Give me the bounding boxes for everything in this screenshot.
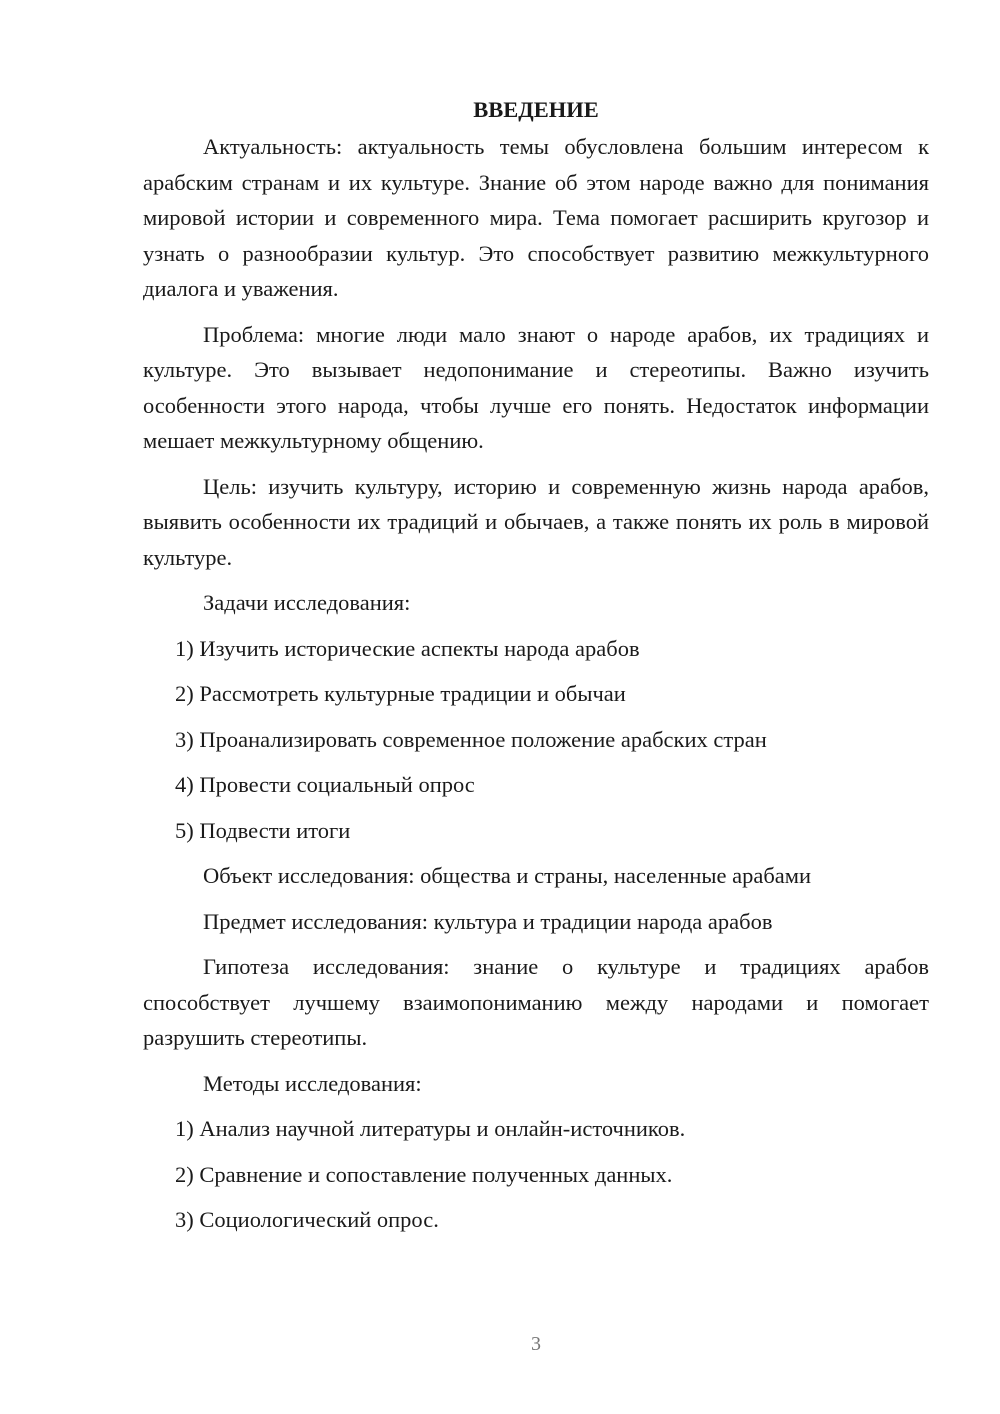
- task-item: 3) Проанализировать современное положение арабских стран: [175, 726, 767, 752]
- tasks-heading: Задачи исследования:: [203, 590, 411, 615]
- task-item: 2) Рассмотреть культурные традиции и обычаи: [175, 681, 626, 706]
- hypothesis-paragraph: Гипотеза исследования: знание о культуре и традициях арабов способствует лучшему взаимопониманию между народами и помогает разрушить стереотипы.: [143, 954, 929, 1050]
- problem-paragraph: Проблема: многие люди мало знают о народе арабов, их традициях и культуре. Это вызывает недопонимание и стереотипы. Важно изучить особенности этого народа, чтобы лучше его понять. Недостаток информации мешает межкультурному общению.: [143, 321, 929, 453]
- relevance-paragraph: Актуальность: актуальность темы обусловлена большим интересом к арабским странам и их культуре. Знание об этом народе важно для понимания мировой истории и современного мира. Тема помогает расширить кругозор и узнать о разнообразии культур. Это способствует развитию межкультурного диалога и уважения.: [143, 134, 929, 301]
- page-title: ВВЕДЕНИЕ: [473, 97, 599, 122]
- task-item: 5) Подвести итоги: [175, 817, 351, 843]
- object-paragraph: Объект исследования: общества и страны, населенные арабами: [203, 863, 812, 888]
- task-item: 4) Провести социальный опрос: [175, 772, 475, 797]
- method-item: 1) Анализ научной литературы и онлайн-источников.: [175, 1116, 686, 1141]
- subject-paragraph: Предмет исследования: культура и традиции народа арабов: [203, 908, 773, 934]
- task-item: 1) Изучить исторические аспекты народа арабов: [175, 635, 640, 661]
- methods-heading: Методы исследования:: [203, 1070, 422, 1096]
- page-number: 3: [531, 1333, 541, 1355]
- page-content: [143, 92, 929, 1248]
- method-item: 2) Сравнение и сопоставление полученных данных.: [175, 1161, 673, 1187]
- method-item: 3) Социологический опрос.: [175, 1207, 439, 1232]
- goal-paragraph: Цель: изучить культуру, историю и современную жизнь народа арабов, выявить особенности их традиций и обычаев, а также понять их роль в мировой культуре.: [143, 473, 929, 570]
